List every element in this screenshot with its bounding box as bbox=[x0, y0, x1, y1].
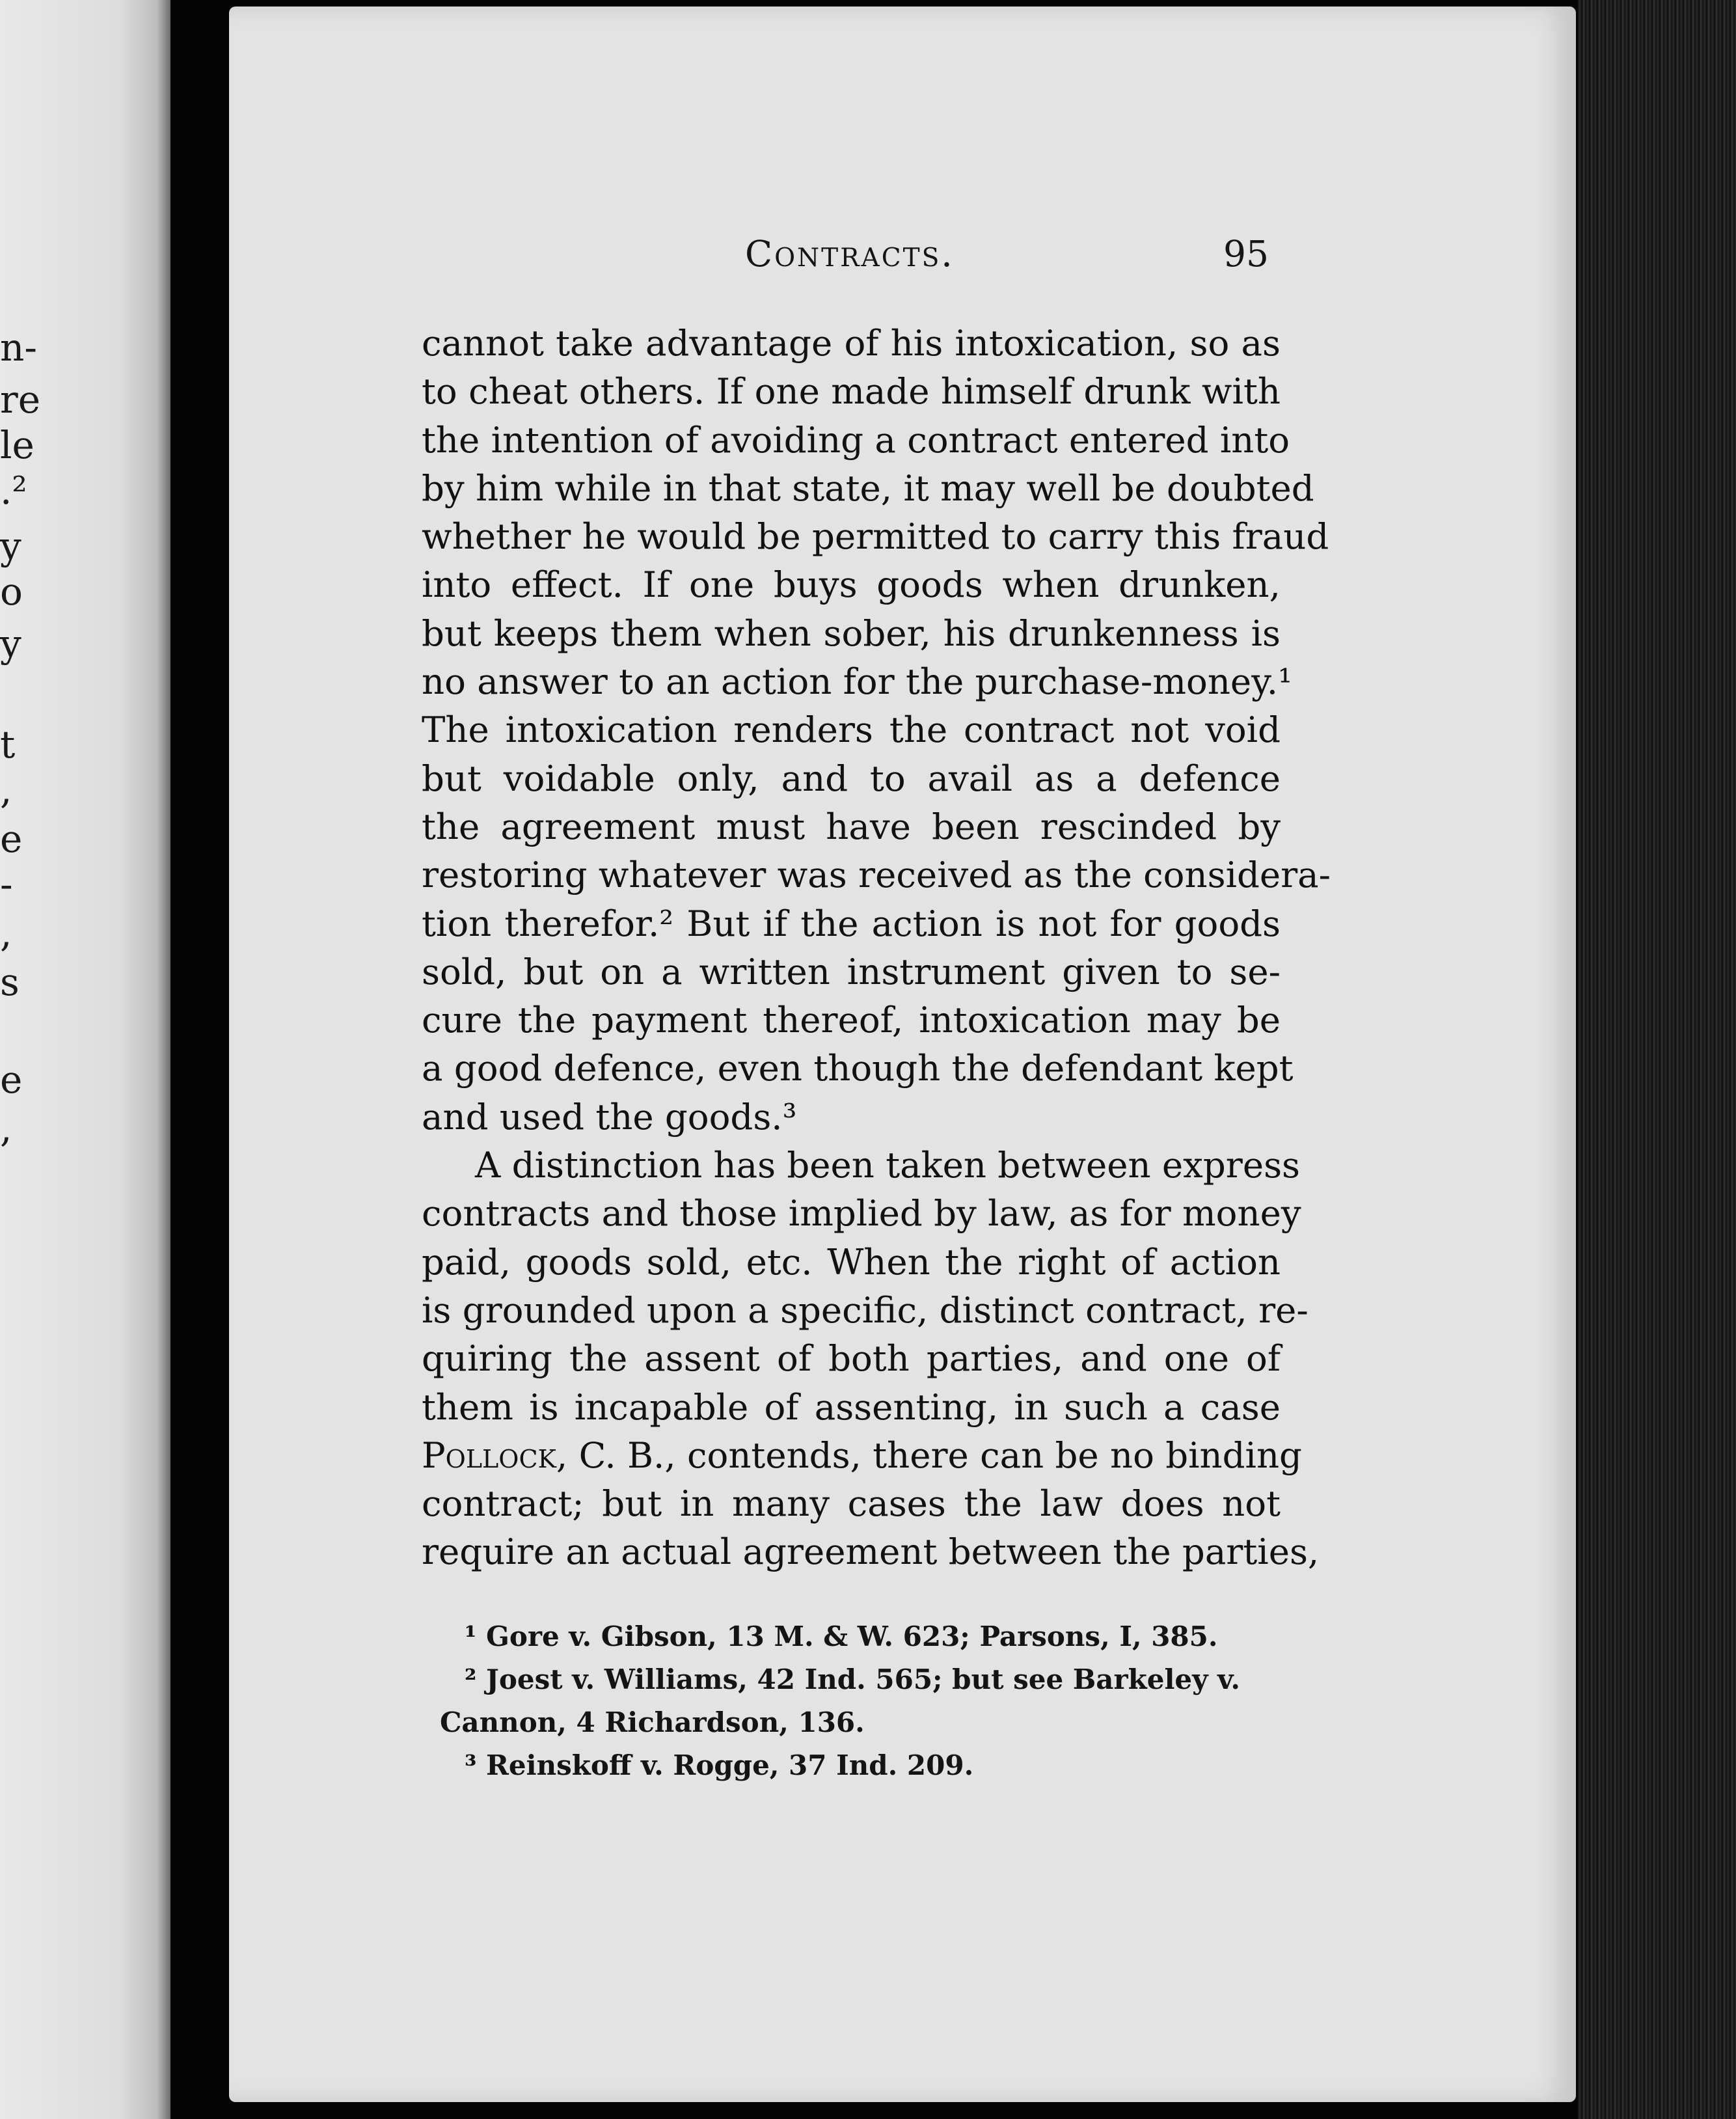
left-page-fragment: y bbox=[0, 622, 21, 666]
text-line: by him while in that state, it may well be doubted bbox=[422, 467, 1314, 509]
text-line: contracts and those implied by law, as for money bbox=[422, 1192, 1301, 1235]
text-line: quiring the assent of both parties, and one of bbox=[422, 1337, 1281, 1380]
text-line: no answer to an action for the purchase-money.¹ bbox=[422, 661, 1292, 703]
left-page-fragment: t bbox=[0, 722, 16, 767]
footnotes bbox=[440, 1615, 1299, 1787]
text-line: require an actual agreement between the parties, bbox=[422, 1531, 1320, 1573]
left-page-fragment: , bbox=[0, 1106, 12, 1151]
text-line: a good defence, even though the defendant kept bbox=[422, 1047, 1294, 1089]
text-line: cannot take advantage of his intoxication, so as bbox=[422, 322, 1281, 364]
text-line: whether he would be permitted to carry this fraud bbox=[422, 515, 1329, 558]
text-line: sold, but on a written instrument given to se- bbox=[422, 950, 1281, 992]
page-number: 95 bbox=[1223, 233, 1269, 275]
left-page-fragment: s bbox=[0, 960, 20, 1004]
left-page-fragment: - bbox=[0, 862, 13, 907]
left-page-fragment: , bbox=[0, 768, 12, 812]
text-line: restoring whatever was received as the considera- bbox=[422, 854, 1331, 896]
left-page-fragment: n- bbox=[0, 325, 37, 370]
left-page-fragment: e bbox=[0, 817, 23, 861]
body-text bbox=[422, 319, 1331, 1576]
text-line: paid, goods sold, etc. When the right of action bbox=[422, 1240, 1281, 1283]
text-line: to cheat others. If one made himself drunk with bbox=[422, 370, 1281, 413]
left-page-fragment: le bbox=[0, 423, 34, 467]
footnote-2-continued: Cannon, 4 Richardson, 136. bbox=[440, 1706, 865, 1738]
footnote-1: ¹ Gore v. Gibson, 13 M. & W. 623; Parsons, I, 385. bbox=[465, 1620, 1218, 1652]
text-line: tion therefor.² But if the action is not for goods bbox=[422, 902, 1281, 944]
text-line-rest: , C. B., contends, there can be no binding bbox=[556, 1434, 1302, 1476]
text-line-paragraph-start: A distinction has been taken between express bbox=[475, 1144, 1301, 1186]
left-page-fragment: e bbox=[0, 1058, 23, 1102]
left-page-fragment: y bbox=[0, 524, 21, 568]
text-line: but keeps them when sober, his drunkenness is bbox=[422, 612, 1281, 654]
text-line: The intoxication renders the contract not void bbox=[422, 709, 1281, 751]
text-line: but voidable only, and to avail as a defence bbox=[422, 757, 1281, 799]
text-line: them is incapable of assenting, in such a case bbox=[422, 1386, 1281, 1428]
left-page-fragment: .² bbox=[0, 469, 27, 513]
text-line: the agreement must have been rescinded by bbox=[422, 805, 1281, 847]
text-line: cure the payment thereof, intoxication may be bbox=[422, 999, 1281, 1041]
running-head-title: Contracts. bbox=[745, 233, 955, 275]
page-stack-edge bbox=[1578, 0, 1736, 2119]
text-line: and used the goods.³ bbox=[422, 1095, 797, 1138]
footnote-3: ³ Reinskoff v. Rogge, 37 Ind. 209. bbox=[465, 1749, 974, 1781]
text-line: the intention of avoiding a contract entered into bbox=[422, 418, 1290, 461]
text-line bbox=[422, 1431, 1302, 1479]
left-page-fragment: re bbox=[0, 377, 41, 422]
judge-name: Pollock bbox=[422, 1434, 556, 1476]
left-page-fragment: o bbox=[0, 569, 23, 614]
left-page-fragment: , bbox=[0, 911, 12, 955]
footnote-2: ² Joest v. Williams, 42 Ind. 565; but see Barkeley v. bbox=[465, 1663, 1240, 1695]
text-line: into effect. If one buys goods when drunken, bbox=[422, 564, 1281, 606]
left-page-edge bbox=[0, 0, 170, 2119]
text-line: is grounded upon a specific, distinct contract, re- bbox=[422, 1289, 1309, 1331]
text-line: contract; but in many cases the law does not bbox=[422, 1483, 1281, 1525]
